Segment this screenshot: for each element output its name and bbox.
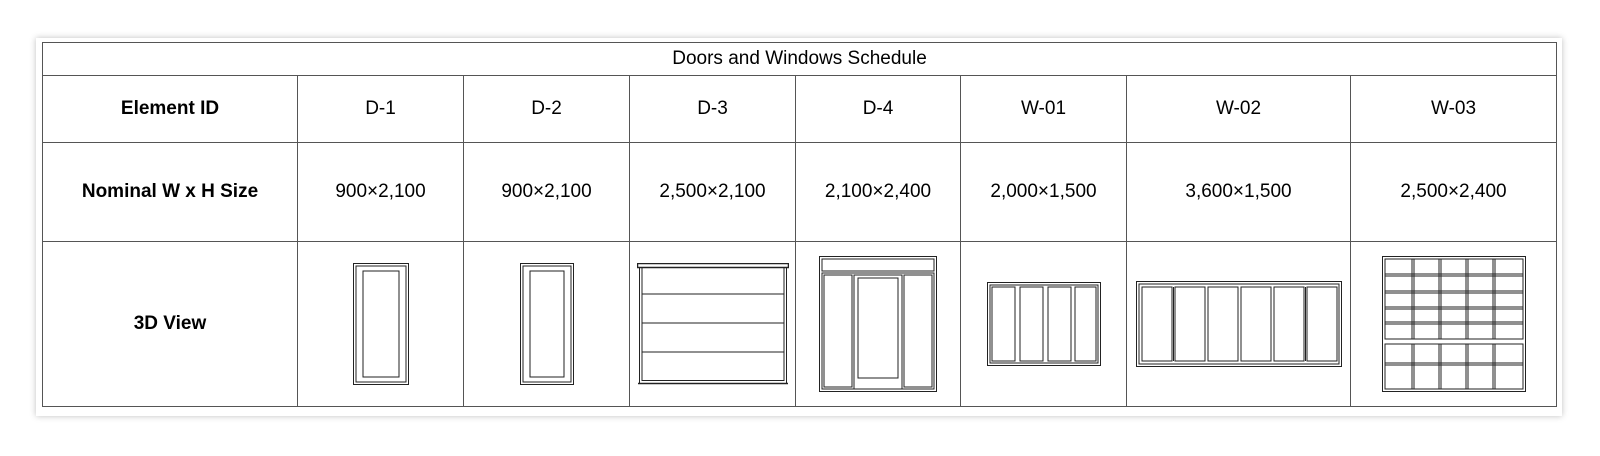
door-d2-elevation — [520, 263, 574, 385]
size-cell: 2,100×2,400 — [796, 143, 961, 242]
window-w02-elevation — [1136, 281, 1342, 367]
door-d4-view — [796, 242, 961, 407]
window-w01-view — [961, 242, 1127, 407]
element-id-cell: D-2 — [464, 76, 630, 143]
title-row — [43, 43, 1557, 76]
door-d4-elevation — [819, 256, 937, 392]
door-d3-view — [630, 242, 796, 407]
lower-grid — [1385, 363, 1523, 365]
size-cell: 2,500×2,100 — [630, 143, 796, 242]
size-cell: 2,500×2,400 — [1351, 143, 1557, 242]
size-label: Nominal W x H Size — [43, 143, 298, 242]
window-w03-view — [1351, 242, 1557, 407]
schedule-title: Doors and Windows Schedule — [43, 43, 1557, 76]
element-id-cell: D-1 — [298, 76, 464, 143]
size-cell: 3,600×1,500 — [1127, 143, 1351, 242]
size-cell: 900×2,100 — [464, 143, 630, 242]
element-id-cell: W-02 — [1127, 76, 1351, 143]
size-cell: 900×2,100 — [298, 143, 464, 242]
element-id-row — [43, 76, 1557, 143]
window-w03-elevation — [1382, 256, 1526, 392]
door-d2-view — [464, 242, 630, 407]
upper-grid — [1385, 274, 1523, 324]
view-row — [43, 242, 1557, 407]
size-row — [43, 143, 1557, 242]
door-d3-elevation — [637, 263, 789, 385]
window-w02-view — [1127, 242, 1351, 407]
doors-windows-schedule-table — [42, 42, 1557, 407]
element-id-label: Element ID — [43, 76, 298, 143]
view-label: 3D View — [43, 242, 298, 407]
element-id-cell: D-3 — [630, 76, 796, 143]
element-id-cell: W-01 — [961, 76, 1127, 143]
size-cell: 2,000×1,500 — [961, 143, 1127, 242]
element-id-cell: D-4 — [796, 76, 961, 143]
window-w01-elevation — [987, 282, 1101, 366]
element-id-cell: W-03 — [1351, 76, 1557, 143]
door-d1-view — [298, 242, 464, 407]
door-d1-elevation — [353, 263, 409, 385]
